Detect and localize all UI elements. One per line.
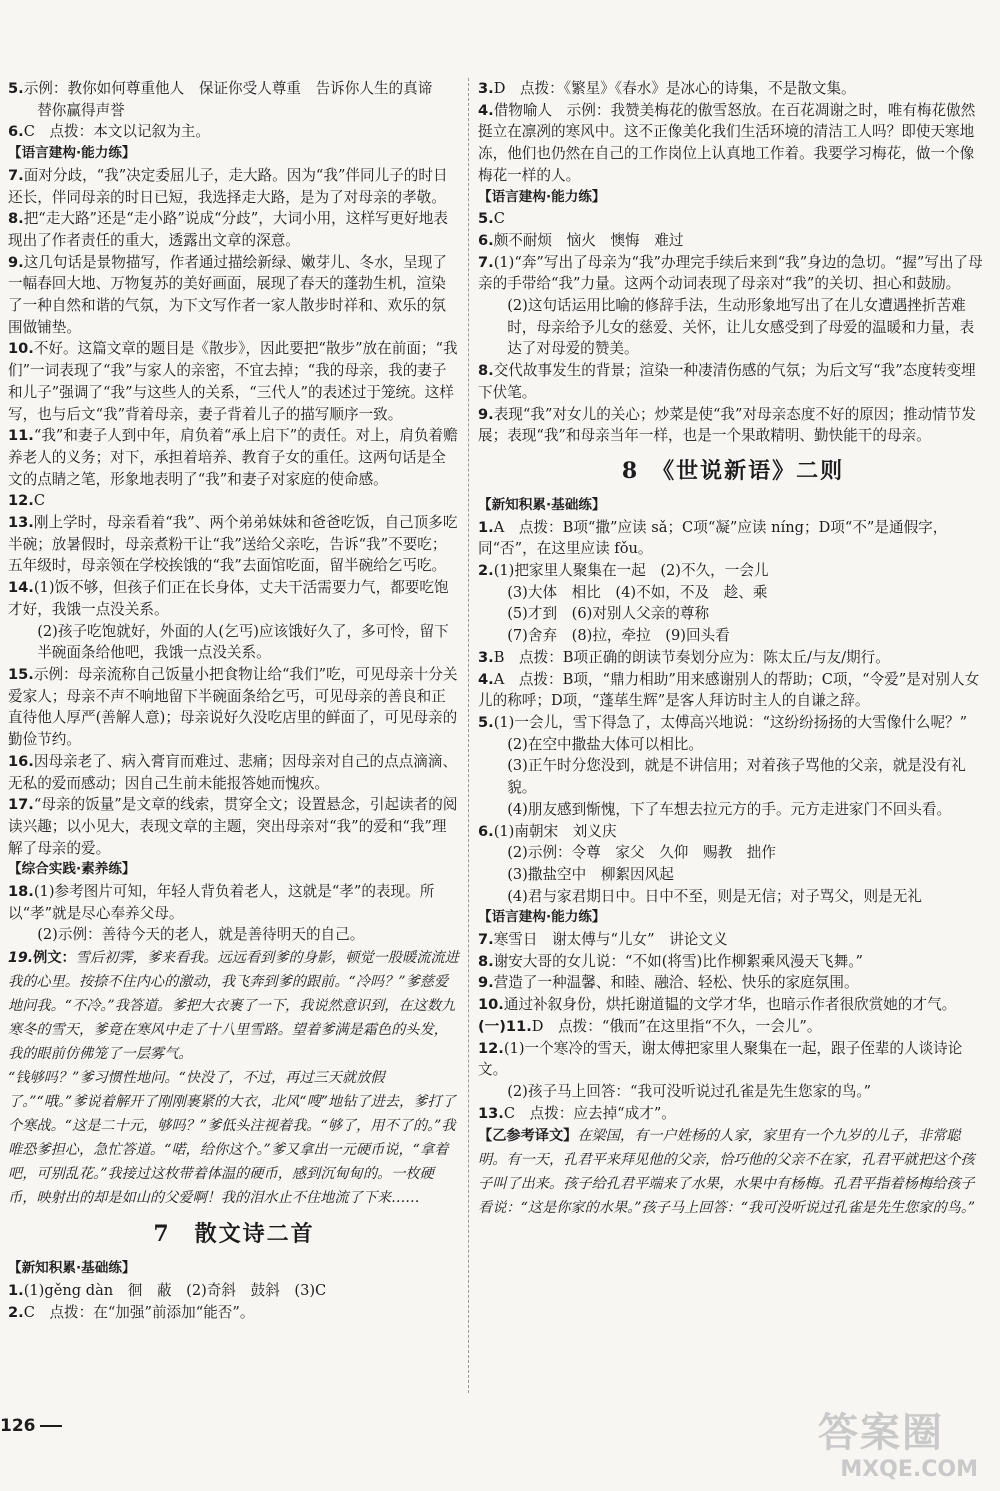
answer-text: (5)才到 (6)对别人父亲的尊称 bbox=[507, 605, 710, 623]
answer-text: (1)一个寒冷的雪天，谢太傅把家里人聚集在一起，跟子侄辈的人谈诗论文。 bbox=[478, 1039, 963, 1079]
answer-text: 刚上学时，母亲看着“我”、两个弟弟妹妹和爸爸吃饭，自己顶多吃半碗；放暑假时，母亲煮粉干让“我”送给父亲吃，告诉“我”不要吃；五年级时，母亲领在学校挨饿的“我”去面馆吃面，留半碗给乞丐吃。 bbox=[8, 514, 458, 575]
answer-text: A 点拨：B项“撒”应读 sǎ；C项“凝”应读 níng；D项“不”是通假字，同“否”，在这里应读 fǒu。 bbox=[478, 518, 948, 558]
answer-item bbox=[478, 647, 988, 669]
answer-number: 3. bbox=[478, 648, 494, 666]
answer-item bbox=[478, 78, 988, 100]
answer-item bbox=[478, 712, 988, 734]
section-header: 【语言建构·能力练】 bbox=[478, 188, 606, 205]
answer-text: (2)孩子吃饱就好，外面的人(乞丐)应该饿好久了，多可怜，留下半碗面条给他吧，我饿一点没关系。 bbox=[37, 622, 449, 662]
answer-text: 因母亲老了、病入膏肓而难过、悲痛；因母亲对自己的点点滴滴、无私的爱而感动；因自己生前未能报答她而愧疚。 bbox=[8, 752, 458, 792]
answer-text: C bbox=[33, 492, 46, 510]
answer-item bbox=[8, 208, 460, 251]
answer-text: (2)孩子马上回答：“我可没听说过孔雀是先生您家的鸟。” bbox=[507, 1082, 872, 1100]
page-number bbox=[0, 1416, 62, 1436]
answer-text: 交代故事发生的背景；渲染一种凄清伤感的气氛；为后文写“我”态度转变埋下伏笔。 bbox=[478, 362, 976, 401]
answer-item bbox=[478, 625, 988, 647]
answer-text: (3)正午时分您没到，就是不讲信用；对着孩子骂他的父亲，就是没有礼貌。 bbox=[507, 757, 966, 797]
answer-number: 2. bbox=[478, 562, 494, 580]
answer-number: 12. bbox=[8, 492, 34, 510]
essay-text: “钱够吗？”爹习惯性地问。“快没了，不过，再过三天就放假了。”“哦。”爹说着解开了刚刚裹紧的大衣，北风“嗖”地钻了进去，爹打了个寒战。“这是二十元，够吗？”爹低头注视着我。“够了，用不了的。”我唯恐爹担心，急忙答道。“喏，给你这个。”爹又拿出一元硬币说，“拿着吧，可别乱花。”我接过这枚带着体温的硬币，感到沉甸甸的。一枚硬币，映射出的却是如山的父爱啊！我的泪水止不住地流了下来…… bbox=[8, 1070, 456, 1207]
answer-item bbox=[8, 512, 460, 577]
answer-item bbox=[478, 1038, 988, 1081]
translation-paragraph bbox=[478, 1124, 988, 1220]
answer-item bbox=[478, 230, 988, 252]
left-column bbox=[8, 78, 460, 1323]
section-header: 【新知积累·基础练】 bbox=[8, 1260, 136, 1277]
answer-number: 8. bbox=[478, 952, 494, 970]
answer-text: 寒雪日 谢太傅与“儿女” 讲论文义 bbox=[493, 931, 728, 949]
answer-item bbox=[478, 755, 988, 798]
answer-text: C 点拨：在“加强”前添加“能否”。 bbox=[23, 1303, 255, 1321]
answer-item bbox=[478, 1016, 988, 1038]
answer-text: (1)南朝宋 刘义庆 bbox=[493, 822, 617, 840]
answer-number: (一)11. bbox=[478, 1017, 532, 1035]
answer-number: 9. bbox=[8, 253, 24, 271]
answer-number: 5. bbox=[478, 713, 494, 731]
essay-paragraph bbox=[8, 946, 460, 1066]
answer-text: 表现“我”对女儿的关心；炒菜是使“我”对母亲态度不好的原因；推动情节发展；表现“我”和母亲当年一样，也是一个果敢精明、勤快能干的母亲。 bbox=[478, 405, 976, 445]
answer-item bbox=[478, 669, 988, 712]
column-divider bbox=[468, 78, 469, 1393]
section-title: 8 《世说新语》二则 bbox=[621, 457, 845, 484]
watermark-logo bbox=[818, 1408, 978, 1484]
answer-item bbox=[478, 404, 988, 447]
answer-text: (1)参考图片可知，年轻人背负着老人，这就是“孝”的表现。所以“孝”就是尽心奉养父母。 bbox=[8, 883, 435, 922]
answer-item bbox=[8, 1280, 460, 1302]
answer-number: 5. bbox=[478, 210, 494, 228]
answer-number: 16. bbox=[8, 752, 34, 770]
answer-item bbox=[478, 517, 988, 560]
answer-item bbox=[478, 560, 988, 582]
essay-paragraph bbox=[8, 1066, 460, 1210]
answer-number: 7. bbox=[8, 166, 24, 184]
answer-item bbox=[8, 121, 460, 143]
answer-item bbox=[8, 100, 460, 122]
answer-item bbox=[478, 951, 988, 973]
answer-text: 面对分歧，“我”决定委屈儿子，走大路。因为“我”伴同儿子的时日还长，伴同母亲的时日已短，我选择走大路，是为了对母亲的孝敬。 bbox=[8, 166, 448, 206]
answer-text: (4)朋友感到惭愧，下了车想去拉元方的手。元方走进家门不回头看。 bbox=[507, 800, 952, 818]
answer-text: C bbox=[493, 210, 505, 228]
answer-text: (2)在空中撒盐大体可以相比。 bbox=[507, 735, 703, 753]
section-header: 【语言建构·能力练】 bbox=[8, 145, 136, 162]
answer-text: 这几句话是景物描写，作者通过描绘新绿、嫩芽儿、冬水，呈现了一幅春回大地、万物复苏的美好画面，展现了春天的蓬勃生机，渲染了一种自然和谐的气氛，为下文写作者一家人散步时祥和、欢乐的氛围做铺垫。 bbox=[8, 253, 447, 336]
answer-number: 4. bbox=[478, 101, 494, 119]
answer-number: 1. bbox=[478, 518, 494, 536]
answer-number: 2. bbox=[8, 1303, 24, 1321]
answer-item bbox=[478, 864, 988, 886]
answer-number: 14. bbox=[8, 579, 34, 597]
answer-text: A 点拨：B项，“鼎力相助”用来感谢别人的帮助；C项，“令爱”是对别人女儿的称呼；D项，“蓬荜生辉”是客人拜访时主人的自谦之辞。 bbox=[478, 670, 980, 710]
answer-item bbox=[478, 295, 988, 360]
answer-text: 示例：教你如何尊重他人 保证你受人尊重 告诉你人生的真谛 bbox=[23, 80, 433, 97]
answer-item bbox=[8, 78, 460, 100]
answer-number: 15. bbox=[8, 665, 34, 683]
essay-text: 雪后初霁，爹来看我。远远看到爹的身影，顿觉一股暖流流进我的心里。按捺不住内心的激动，我飞奔到爹的跟前。“冷吗？”爹慈爱地问我。“不冷。”我答道。爹把大衣裹了一下，我说然意识到，在这数九寒冬的雪天，爹竟在寒风中走了十八里雪路。望着爹满是霜色的头发，我的眼前仿佛笼了一层雾气。 bbox=[8, 950, 459, 1063]
answer-number: 8. bbox=[8, 210, 24, 228]
translation-text: 在梁国，有一户姓杨的人家，家里有一个九岁的儿子，非常聪明。有一天，孔君平来拜见他的父亲，恰巧他的父亲不在家，孔君平就把这个孩子叫了出来。孩子给孔君平端来了水果，水果中有杨梅。孔君平指着杨梅给孩子看说：“这是你家的水果。”孩子马上回答：“我可没听说过孔雀是先生您家的鸟。” bbox=[478, 1128, 976, 1217]
answer-item bbox=[478, 360, 988, 403]
answer-item bbox=[8, 165, 460, 208]
answer-text: (4)君与家君期日中。日中不至，则是无信；对子骂父，则是无礼 bbox=[507, 887, 922, 905]
answer-number: 19. bbox=[8, 950, 34, 967]
answer-item bbox=[8, 252, 460, 339]
answer-item bbox=[8, 881, 460, 924]
answer-number: 6. bbox=[8, 123, 24, 141]
answer-item bbox=[478, 994, 988, 1016]
answer-item bbox=[8, 577, 460, 620]
answer-text: 营造了一种温馨、和睦、融洽、轻松、快乐的家庭氛围。 bbox=[493, 974, 859, 992]
watermark-top: 答案圈 bbox=[818, 1410, 944, 1456]
answer-text: D 点拨：“俄而”在这里指“不久，一会儿”。 bbox=[531, 1017, 822, 1035]
answer-item bbox=[8, 621, 460, 664]
section-header: 【语言建构·能力练】 bbox=[478, 909, 606, 926]
answer-item bbox=[478, 886, 988, 908]
answer-text: (1)一会儿，雪下得急了，太傅高兴地说：“这纷纷扬扬的大雪像什么呢？” bbox=[493, 713, 968, 731]
answer-item bbox=[478, 603, 988, 625]
watermark-bottom: MXQE.COM bbox=[840, 1457, 978, 1482]
answer-text: (7)舍弃 (8)拉，牵拉 (9)回头看 bbox=[507, 627, 730, 645]
answer-item bbox=[8, 751, 460, 794]
section-header: 【综合实践·素养练】 bbox=[8, 861, 136, 878]
answer-number: 7. bbox=[478, 253, 494, 271]
answer-text: D 点拨：《繁星》《春水》是冰心的诗集，不是散文集。 bbox=[493, 80, 856, 97]
answer-item bbox=[8, 924, 460, 946]
answer-item bbox=[478, 842, 988, 864]
answer-item bbox=[8, 425, 460, 490]
essay-lead: 例文： bbox=[33, 950, 76, 967]
answer-text: (2)这句话运用比喻的修辞手法，生动形象地写出了在儿女遭遇挫折苦难时，母亲给予儿女的慈爱、关怀，让儿女感受到了母爱的温暖和力量，表达了对母爱的赞美。 bbox=[507, 297, 975, 358]
answer-text: (1)gěng dàn 徊 蔽 (2)奇斜 鼓斜 (3)C bbox=[23, 1281, 327, 1299]
answer-text: C 点拨：应去掉“成才”。 bbox=[503, 1104, 676, 1122]
answer-item bbox=[8, 664, 460, 751]
answer-text: 颇不耐烦 恼火 懊悔 难过 bbox=[493, 231, 684, 249]
answer-number: 10. bbox=[478, 996, 504, 1014]
answer-number: 4. bbox=[478, 670, 494, 688]
answer-text: (3)大体 相比 (4)不如，不及 趁、乘 bbox=[507, 583, 768, 601]
section-header: 【新知积累·基础练】 bbox=[478, 496, 606, 513]
answer-item bbox=[478, 929, 988, 951]
answer-text: (1)把家里人聚集在一起 (2)不久，一会儿 bbox=[493, 562, 769, 580]
answer-item bbox=[478, 821, 988, 843]
answer-text: (1)饭不够，但孩子们正在长身体，丈夫干活需要力气，都要吃饱才好，我饿一点没关系。 bbox=[8, 579, 449, 618]
answer-text: (3)撒盐空中 柳絮因风起 bbox=[507, 865, 674, 883]
answer-number: 8. bbox=[478, 362, 494, 380]
answer-number: 6. bbox=[478, 822, 494, 840]
answer-item bbox=[8, 490, 460, 512]
answer-item bbox=[478, 972, 988, 994]
answer-number: 6. bbox=[478, 231, 494, 249]
answer-text: 通过补叙身份，烘托谢道韫的文学才华，也暗示作者很欣赏她的才气。 bbox=[503, 996, 957, 1014]
answer-number: 1. bbox=[8, 1281, 24, 1299]
answer-text: “母亲的饭量”是文章的线索，贯穿全文；设置悬念，引起读者的阅读兴趣；以小见大，表现文章的主题，突出母亲对“我”的爱和“我”理解了母亲的爱。 bbox=[8, 796, 458, 857]
answer-item bbox=[478, 252, 988, 295]
answer-item bbox=[478, 100, 988, 187]
answer-text: 示例：母亲流称自己饭量小把食物让给“我们”吃，可见母亲十分关爱家人；母亲不声不响地留下半碗面条给乞丐，可见母亲的善良和正直待他人厚严(善解人意)；母亲说好久没吃店里的鲜面了，可见母亲的勤俭节约。 bbox=[8, 665, 458, 749]
answer-number: 9. bbox=[478, 974, 494, 992]
answer-number: 3. bbox=[478, 80, 494, 97]
answer-item bbox=[478, 582, 988, 604]
right-column bbox=[478, 78, 988, 1220]
answer-text: 借物喻人 示例：我赞美梅花的傲雪怒放。在百花凋谢之时，唯有梅花傲然挺立在凛冽的寒风中。这不正像美化我们生活环境的清洁工人吗？即使天寒地冻，他们也仍然在自己的工作岗位上认真地工作着。我要学习梅花，做一个像梅花一样的人。 bbox=[478, 101, 976, 184]
sample-essay bbox=[8, 946, 460, 1210]
answer-number: 10. bbox=[8, 340, 34, 358]
translation-lead: 【乙参考译文】 bbox=[478, 1128, 578, 1145]
answer-text: 不好。这篇文章的题目是《散步》，因此要把“散步”放在前面；“我们”一词表现了“我”与家人的亲密，不宜去掉；“我的母亲，我的妻子和儿子”强调了“我”与这些人的关系，“三代人”的表述过于笼统。这样写，也与后文“我”背着母亲，妻子背着儿子的描写顺序一致。 bbox=[8, 340, 458, 423]
answer-text: (2)示例：善待今天的老人，就是善待明天的自己。 bbox=[37, 926, 365, 944]
answer-item bbox=[8, 1302, 460, 1324]
answer-number: 12. bbox=[478, 1039, 504, 1057]
answer-item bbox=[478, 208, 988, 230]
page-number-rule bbox=[40, 1425, 62, 1427]
section-title: 7 散文诗二首 bbox=[153, 1221, 315, 1248]
answer-item bbox=[478, 799, 988, 821]
answer-item bbox=[478, 734, 988, 756]
answer-text: B 点拨：B项正确的朗读节奏划分应为：陈太丘/与友/期行。 bbox=[493, 648, 890, 666]
answer-text: 谢安大哥的女儿说：“不如(将雪)比作柳絮乘风漫天飞舞。” bbox=[493, 952, 863, 970]
answer-item bbox=[478, 1103, 988, 1125]
answer-text: 替你赢得声誉 bbox=[37, 101, 125, 119]
answer-text: 把“走大路”还是“走小路”说成“分歧”，大词小用，这样写更好地表现出了作者责任的重大，透露出文章的深意。 bbox=[8, 210, 448, 249]
answer-text: (1)“奔”写出了母亲为“我”办理完手续后来到“我”身边的急切。“握”写出了母亲的手带给“我”力量。这两个动词表现了母亲对“我”的关切、担心和鼓励。 bbox=[478, 253, 983, 293]
answer-number: 17. bbox=[8, 796, 34, 814]
answer-item bbox=[8, 338, 460, 425]
answer-text: C 点拨：本文以记叙为主。 bbox=[23, 123, 210, 141]
answer-text: (2)示例：令尊 家父 久仰 赐教 拙作 bbox=[507, 844, 776, 862]
answer-number: 11. bbox=[8, 427, 34, 445]
answer-item bbox=[478, 1081, 988, 1103]
answer-number: 13. bbox=[8, 514, 34, 532]
page-number-text: 126 bbox=[0, 1416, 36, 1436]
answer-number: 7. bbox=[478, 931, 494, 949]
answer-number: 18. bbox=[8, 883, 34, 901]
answer-number: 13. bbox=[478, 1104, 504, 1122]
answer-item bbox=[8, 794, 460, 859]
answer-number: 9. bbox=[478, 405, 494, 423]
answer-text: “我”和妻子人到中年，肩负着“承上启下”的责任。对上，肩负着赡养老人的义务；对下，承担着培养、教育子女的重任。这两句话是全文的点睛之笔，形象地表明了“我”和妻子对家庭的使命感。 bbox=[8, 427, 458, 488]
answer-number: 5. bbox=[8, 80, 24, 97]
